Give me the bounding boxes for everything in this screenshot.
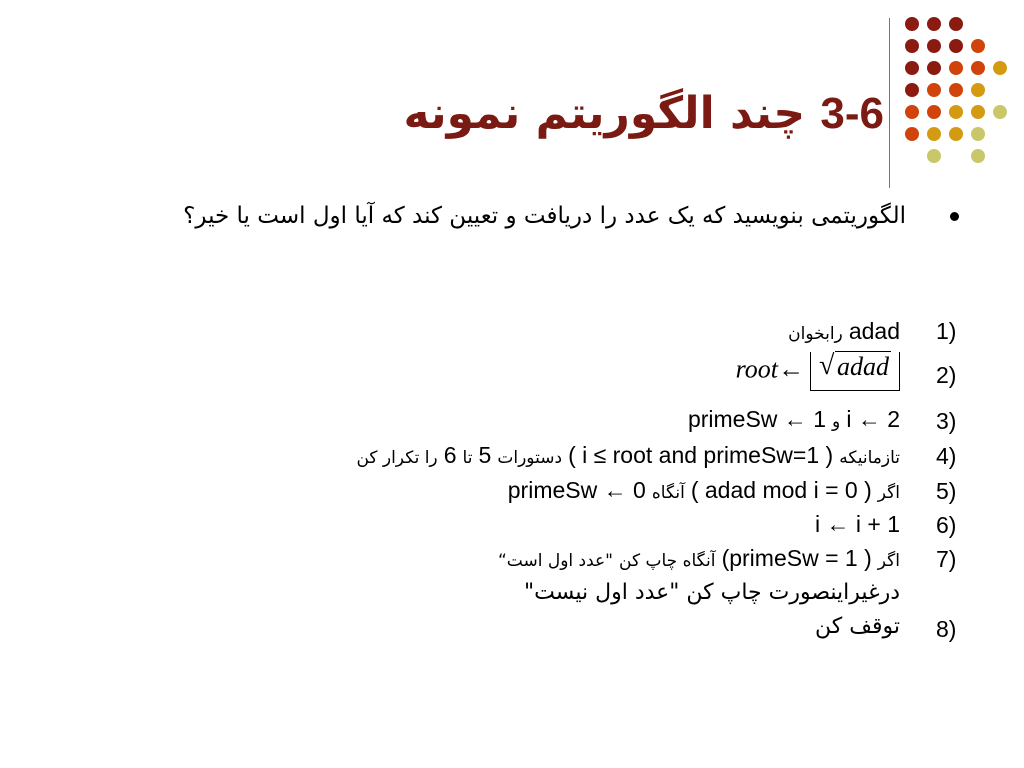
title-number: 3-6 bbox=[820, 89, 884, 138]
step-number-4: 4) bbox=[936, 443, 957, 469]
step-number-8: 8) bbox=[936, 616, 957, 642]
step-4-until: 6 bbox=[443, 442, 457, 468]
title-text: چند الگوریتم نمونه bbox=[403, 88, 806, 139]
step-3-and: و bbox=[832, 412, 841, 432]
step-1-text: رابخوان bbox=[788, 324, 843, 344]
formula-arrow: ← bbox=[778, 354, 804, 384]
step-number-7: 7) bbox=[936, 546, 957, 572]
square-root bbox=[819, 352, 891, 382]
step-7-condition: (primeSw = 1 ) bbox=[721, 545, 872, 571]
step-number-5: 5) bbox=[936, 478, 957, 504]
step-5-if: اگر bbox=[877, 483, 900, 503]
step-7 bbox=[498, 545, 900, 572]
step-5-assign: primeSw ← 0 bbox=[507, 477, 646, 503]
step-number-2: 2) bbox=[936, 362, 957, 388]
step-4-statements: دستورات bbox=[497, 448, 563, 468]
formula-adad: adad bbox=[837, 352, 889, 381]
step-number-3: 3) bbox=[936, 408, 957, 434]
step-6-increment: i ← i + 1 bbox=[814, 511, 900, 537]
step-4-from: 5 bbox=[478, 442, 492, 468]
step-7-message: "عدد اول است“ bbox=[497, 551, 613, 571]
step-5-then: آنگاه bbox=[651, 483, 685, 503]
step-4-to: تا bbox=[462, 448, 473, 468]
step-4 bbox=[356, 442, 900, 469]
step-4-while: تازمانیکه bbox=[839, 448, 900, 468]
step-2-formula bbox=[736, 352, 900, 391]
formula-root: root bbox=[735, 354, 778, 384]
step-3-assign-primesw: primeSw ← 1 bbox=[687, 406, 826, 432]
step-4-repeat: را تکرار کن bbox=[356, 448, 438, 468]
sqrt-icon: √ bbox=[819, 350, 835, 381]
step-3 bbox=[688, 406, 900, 433]
step-5-condition: ( adad mod i = 0 ) bbox=[690, 477, 872, 503]
step-1 bbox=[788, 318, 900, 345]
step-3-assign-i: i ← 2 bbox=[846, 406, 900, 432]
step-6 bbox=[815, 511, 900, 538]
step-8: توقف کن bbox=[815, 614, 900, 639]
step-number-6: 6) bbox=[936, 512, 957, 538]
step-4-condition: ( i ≤ root and primeSw=1 ) bbox=[568, 442, 834, 468]
step-number-1: 1) bbox=[936, 318, 957, 344]
step-7-else: درغیراینصورت چاپ کن "عدد اول نیست" bbox=[524, 580, 900, 605]
floor-brackets bbox=[810, 352, 900, 391]
step-7-then-print: آنگاه چاپ کن bbox=[619, 551, 716, 571]
step-7-if: اگر bbox=[877, 551, 900, 571]
step-1-variable: adad bbox=[848, 318, 900, 344]
step-5 bbox=[508, 477, 900, 504]
problem-statement: الگوریتمی بنویسید که یک عدد را دریافت و تعیین کند که آیا اول است یا خیر؟ bbox=[183, 203, 906, 229]
